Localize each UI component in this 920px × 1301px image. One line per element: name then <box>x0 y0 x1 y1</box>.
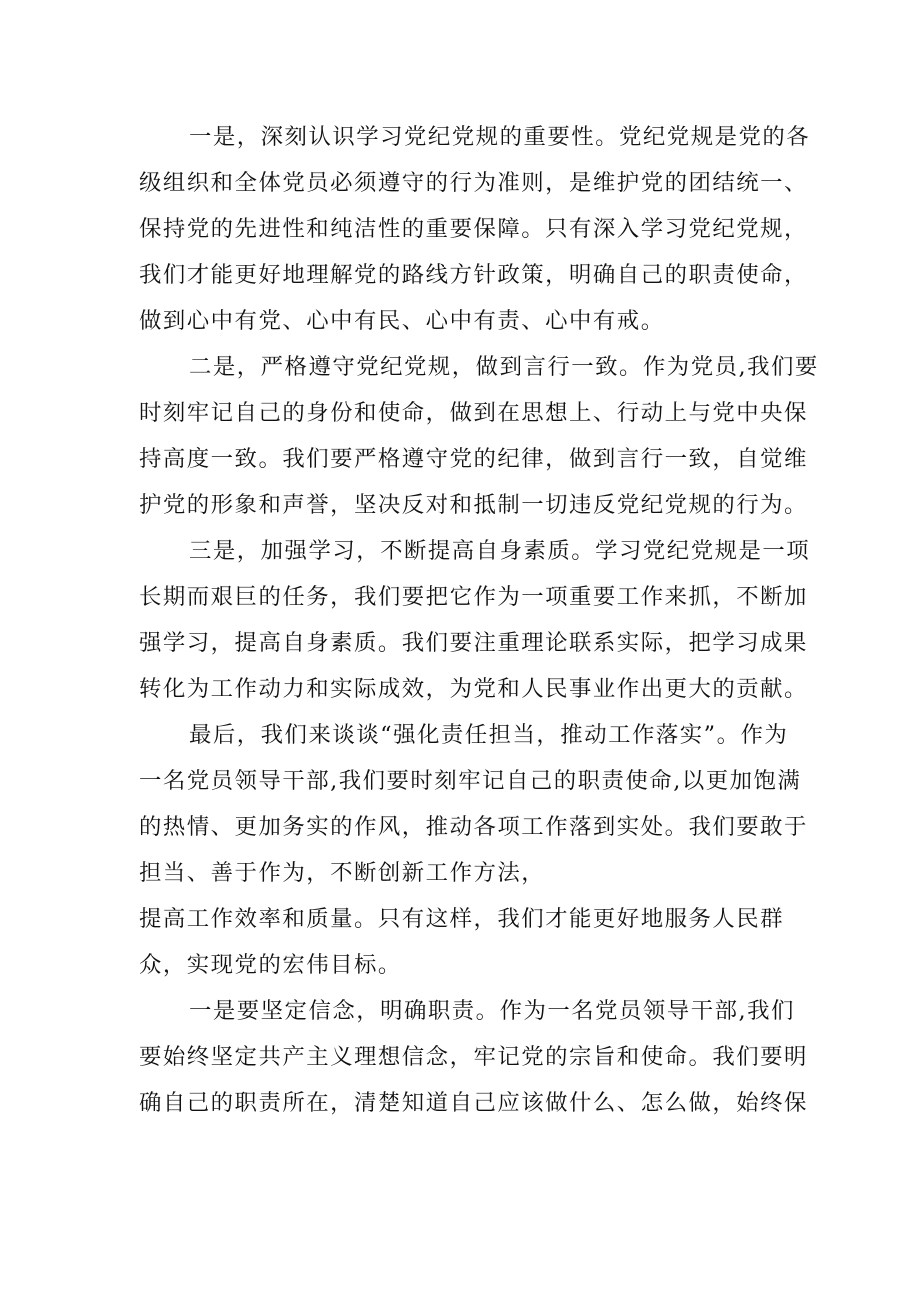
paragraph-line: 最后，我们来谈谈“强化责任担当，推动工作落实”。作为 <box>189 722 789 748</box>
paragraph-line: 的热情、更加务实的作风，推动各项工作落到实处。我们要敢于 <box>139 814 808 840</box>
paragraph-line: 护党的形象和声誉，坚决反对和抵制一切违反党纪党规的行为。 <box>139 492 808 518</box>
paragraph-line: 一名党员领导干部,我们要时刻牢记自己的职责使命,以更加饱满 <box>139 768 802 794</box>
document-body <box>139 114 819 1126</box>
paragraph-line: 一是，深刻认识学习党纪党规的重要性。党纪党规是党的各 <box>189 124 811 150</box>
paragraph-line: 持高度一致。我们要严格遵守党的纪律，做到言行一致，自觉维 <box>139 446 808 472</box>
paragraph-line: 强学习，提高自身素质。我们要注重理论联系实际，把学习成果 <box>139 630 808 656</box>
paragraph-line: 时刻牢记自己的身份和使命，做到在思想上、行动上与党中央保 <box>139 400 808 426</box>
paragraph-line: 确自己的职责所在，清楚知道自己应该做什么、怎么做，始终保 <box>139 1090 808 1116</box>
paragraph-line: 长期而艰巨的任务，我们要把它作为一项重要工作来抓，不断加 <box>139 584 808 610</box>
paragraph-line: 一是要坚定信念，明确职责。作为一名党员领导干部,我们 <box>189 998 795 1024</box>
paragraph-line: 担当、善于作为，不断创新工作方法， <box>139 860 546 886</box>
paragraph-line: 三是，加强学习，不断提高自身素质。学习党纪党规是一项 <box>189 538 811 564</box>
paragraph-line: 保持党的先进性和纯洁性的重要保障。只有深入学习党纪党规， <box>139 216 808 242</box>
paragraph-line: 做到心中有党、心中有民、心中有责、心中有戒。 <box>139 308 665 334</box>
paragraph-line: 我们才能更好地理解党的路线方针政策，明确自己的职责使命， <box>139 262 808 288</box>
paragraph-line: 要始终坚定共产主义理想信念，牢记党的宗旨和使命。我们要明 <box>139 1044 808 1070</box>
paragraph-line: 级组织和全体党员必须遵守的行为准则，是维护党的团结统一、 <box>139 170 808 196</box>
paragraph-line: 二是，严格遵守党纪党规，做到言行一致。作为党员,我们要 <box>189 354 819 380</box>
paragraph-line: 提高工作效率和质量。只有这样，我们才能更好地服务人民群 <box>139 906 785 932</box>
paragraph-line: 转化为工作动力和实际成效，为党和人民事业作出更大的贡献。 <box>139 676 808 702</box>
paragraph-line: 众，实现党的宏伟目标。 <box>139 952 402 978</box>
